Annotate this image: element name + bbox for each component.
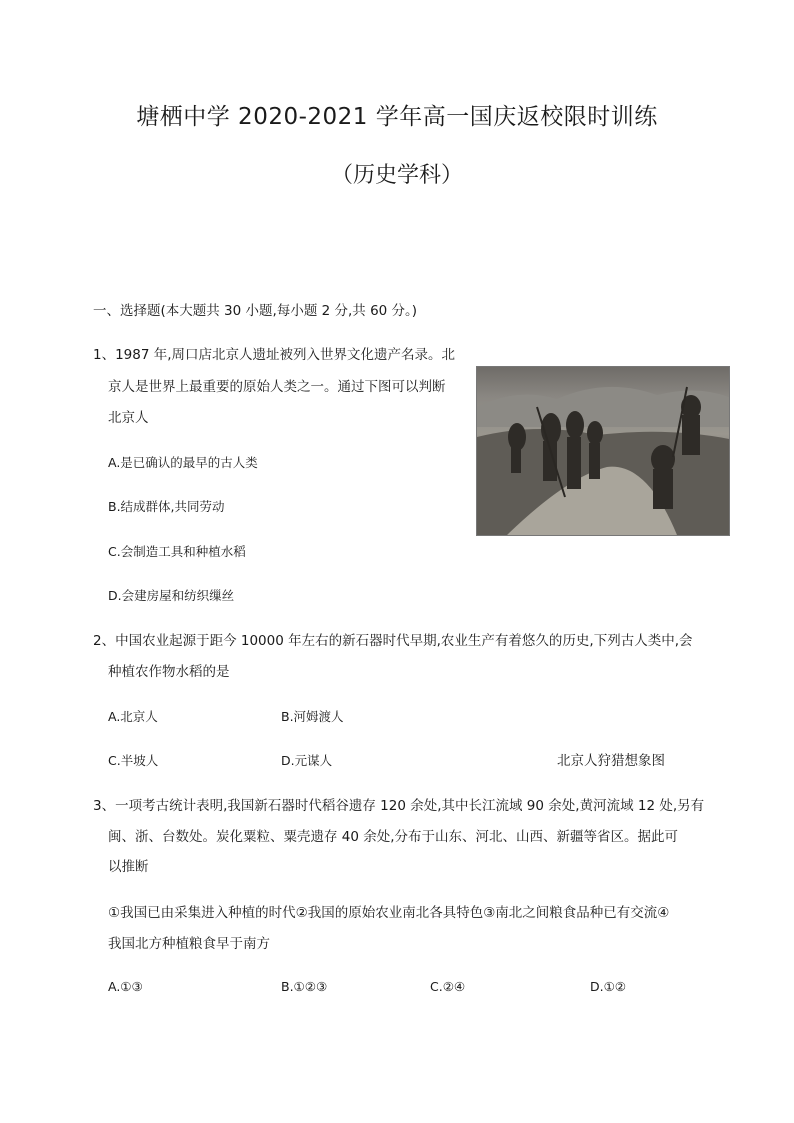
section-heading: 一、选择题(本大题共 30 小题,每小题 2 分,共 60 分。) [93, 303, 418, 319]
page-subtitle: （历史学科） [330, 163, 463, 188]
q3-stem-line-3: 以推断 [108, 859, 149, 875]
q3-statements-line-2: 我国北方种植粮食早于南方 [108, 936, 270, 952]
q1-option-c: C.会制造工具和种植水稻 [108, 544, 246, 559]
q2-stem-line-2: 种植农作物水稻的是 [108, 664, 230, 680]
page-title: 塘栖中学 2020-2021 学年高一国庆返校限时训练 [136, 104, 658, 130]
q1-option-b: B.结成群体,共同劳动 [108, 499, 225, 514]
q2-option-d: D.元谋人 [281, 753, 333, 768]
q3-stem-line-2: 闽、浙、台数处。炭化粟粒、粟壳遗存 40 余处,分布于山东、河北、山西、新疆等省区。据此可 [108, 829, 679, 845]
q3-stem-line-1: 3、一项考古统计表明,我国新石器时代稻谷遗存 120 余处,其中长江流域 90 余处,黄河流域 12 处,另有 [93, 798, 705, 814]
q2-option-a: A.北京人 [108, 709, 158, 724]
q1-option-d: D.会建房屋和纺织缫丝 [108, 588, 235, 603]
q1-option-a: A.是已确认的最早的古人类 [108, 455, 258, 470]
q3-statements-line-1: ①我国已由采集进入种植的时代②我国的原始农业南北各具特色③南北之间粮食品种已有交流④ [108, 905, 670, 921]
q2-option-b: B.河姆渡人 [281, 709, 344, 724]
figure-caption: 北京人狩猎想象图 [557, 753, 665, 769]
q1-stem-line-1: 1、1987 年,周口店北京人遗址被列入世界文化遗产名录。北 [93, 347, 456, 363]
q3-option-a: A.①③ [108, 979, 143, 994]
q1-stem-line-3: 北京人 [108, 410, 149, 426]
q3-option-c: C.②④ [430, 979, 466, 994]
q1-stem-line-2: 京人是世界上最重要的原始人类之一。通过下图可以判断 [108, 379, 446, 395]
q2-option-c: C.半坡人 [108, 753, 159, 768]
q3-option-b: B.①②③ [281, 979, 328, 994]
q3-option-d: D.①② [590, 979, 627, 994]
hunting-scene-photo [476, 366, 730, 536]
q2-stem-line-1: 2、中国农业起源于距今 10000 年左右的新石器时代早期,农业生产有着悠久的历史,下列古人类中,会 [93, 633, 693, 649]
